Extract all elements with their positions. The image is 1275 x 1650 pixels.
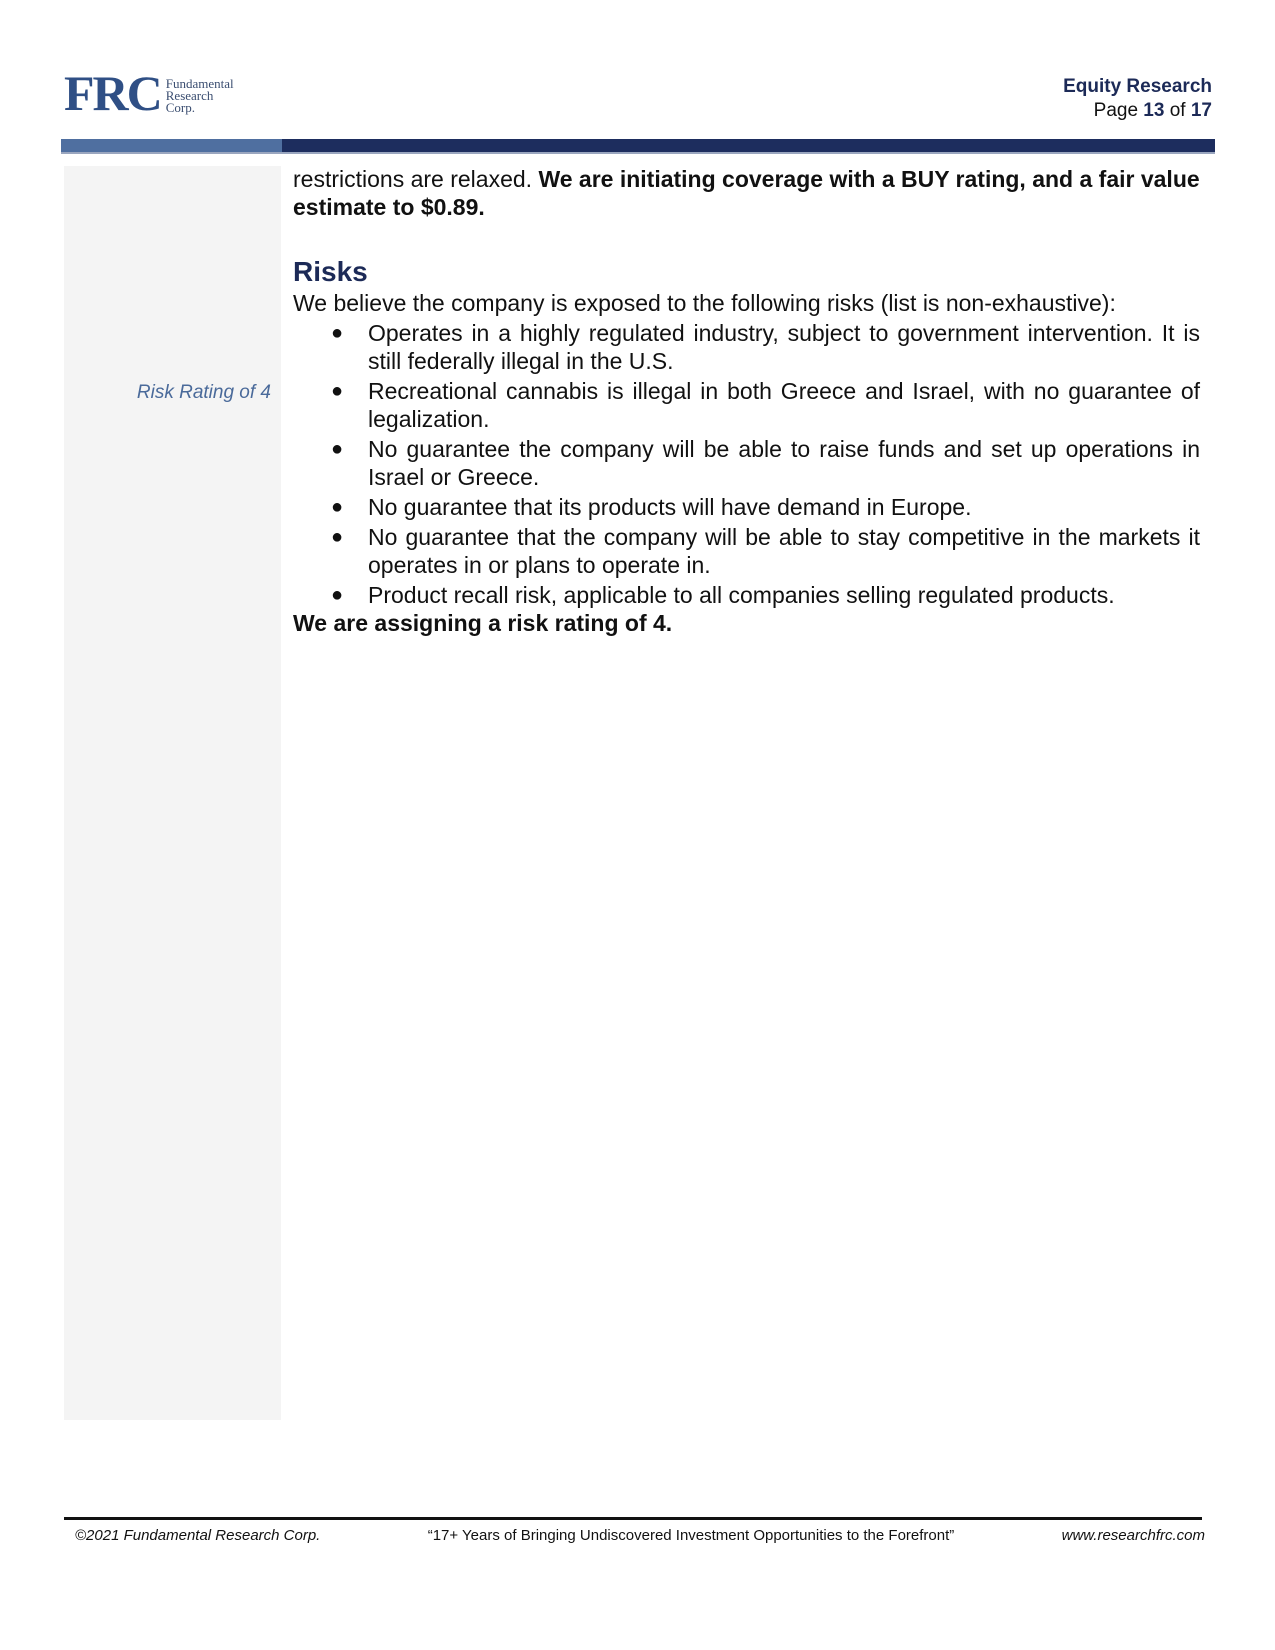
header-bar-underline (61, 152, 1215, 154)
page-number (1063, 99, 1212, 123)
bullet-icon: ● (331, 438, 344, 460)
logo-mark: FRC (64, 65, 161, 121)
footer-website-link[interactable]: www.researchfrc.com (1061, 1527, 1205, 1544)
list-item: ● No guarantee the company will be able to raise funds and set up operations in Israel or Greece. (331, 436, 1200, 490)
bullet-icon: ● (331, 496, 344, 518)
page-current: 13 (1143, 100, 1165, 121)
list-item: ● No guarantee that the company will be able to stay competitive in the markets it operates in or plans to operate in. (331, 524, 1200, 578)
risk-list (293, 319, 1200, 609)
risks-heading: Risks (293, 256, 368, 287)
sidebar (64, 166, 281, 1420)
page-total: 17 (1190, 100, 1212, 121)
page-prefix: Page (1093, 100, 1139, 121)
intro-paragraph (293, 165, 1200, 221)
bullet-icon: ● (331, 526, 344, 548)
list-item: ● Product recall risk, applicable to all companies selling regulated products. (331, 582, 1115, 608)
section-title: Equity Research (1063, 76, 1212, 97)
list-item: ● Recreational cannabis is illegal in both Greece and Israel, with no guarantee of legalization. (331, 378, 1200, 432)
header-bar (282, 139, 1215, 152)
list-item: ● Operates in a highly regulated industry, subject to government intervention. It is still federally illegal in the U.S. (331, 320, 1200, 374)
header-bar-accent (61, 139, 282, 152)
main-content (293, 165, 1200, 637)
risk-conclusion: We are assigning a risk rating of 4. (293, 610, 673, 636)
risks-lead: We believe the company is exposed to the following risks (list is non-exhaustive): (293, 290, 1116, 316)
page-header (1063, 75, 1212, 123)
bullet-icon: ● (331, 584, 344, 606)
page-of: of (1169, 100, 1186, 121)
intro-text: restrictions are relaxed. (293, 166, 539, 192)
footer-rule (64, 1517, 1202, 1520)
frc-logo (64, 65, 234, 121)
intro-emphasis: We are initiating coverage with a BUY rating, and a fair value estimate to $0.89. (293, 166, 1200, 220)
logo-line: Corp. (165, 100, 196, 115)
bullet-icon: ● (331, 322, 344, 344)
page-footer (75, 1527, 1205, 1544)
logo-wordmark (166, 78, 234, 114)
footer-copyright: ©2021 Fundamental Research Corp. (75, 1527, 321, 1544)
bullet-icon: ● (331, 380, 344, 402)
logo-line: Research (165, 88, 214, 103)
footer-tagline: “17+ Years of Bringing Undiscovered Investment Opportunities to the Forefront” (427, 1527, 955, 1544)
sidebar-note: Risk Rating of 4 (136, 382, 271, 403)
logo-line: Fundamental (165, 76, 234, 91)
list-item: ● No guarantee that its products will have demand in Europe. (331, 494, 972, 520)
